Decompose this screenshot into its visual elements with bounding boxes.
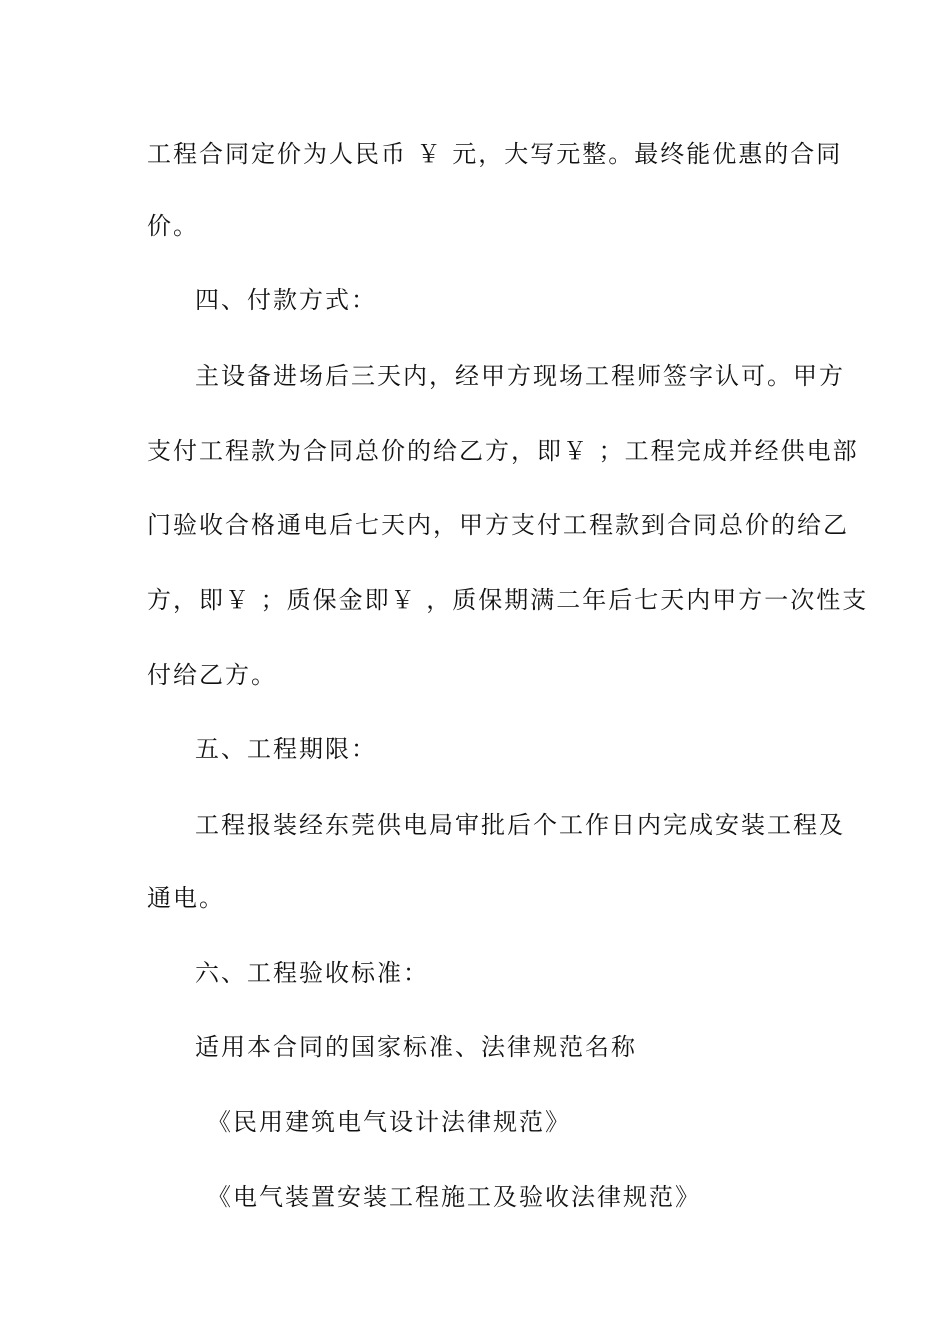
paragraph-line: 门验收合格通电后七天内，甲方支付工程款到合同总价的给乙 [147,511,849,539]
standard-title: 《民用建筑电气设计法律规范》 [207,1108,571,1136]
paragraph-line: 方，即￥ ；质保金即￥ ，质保期满二年后七天内甲方一次性支 [147,586,869,614]
standard-title: 《电气装置安装工程施工及验收法律规范》 [207,1183,701,1211]
paragraph-line: 工程报装经东莞供电局审批后个工作日内完成安装工程及 [195,811,845,839]
paragraph-line: 工程合同定价为人民币 ￥ 元，大写元整。最终能优惠的合同 [147,140,843,168]
paragraph-line: 适用本合同的国家标准、法律规范名称 [195,1033,637,1061]
paragraph-line: 支付工程款为合同总价的给乙方，即￥ ；工程完成并经供电部 [147,437,859,465]
paragraph-line: 付给乙方。 [147,661,277,689]
paragraph-line: 主设备进场后三天内，经甲方现场工程师签字认可。甲方 [195,362,845,390]
section-heading: 五、工程期限： [195,735,377,763]
paragraph-line: 通电。 [147,884,225,912]
section-heading: 六、工程验收标准： [195,959,429,987]
paragraph-line: 价。 [147,212,199,240]
section-heading: 四、付款方式： [195,286,377,314]
